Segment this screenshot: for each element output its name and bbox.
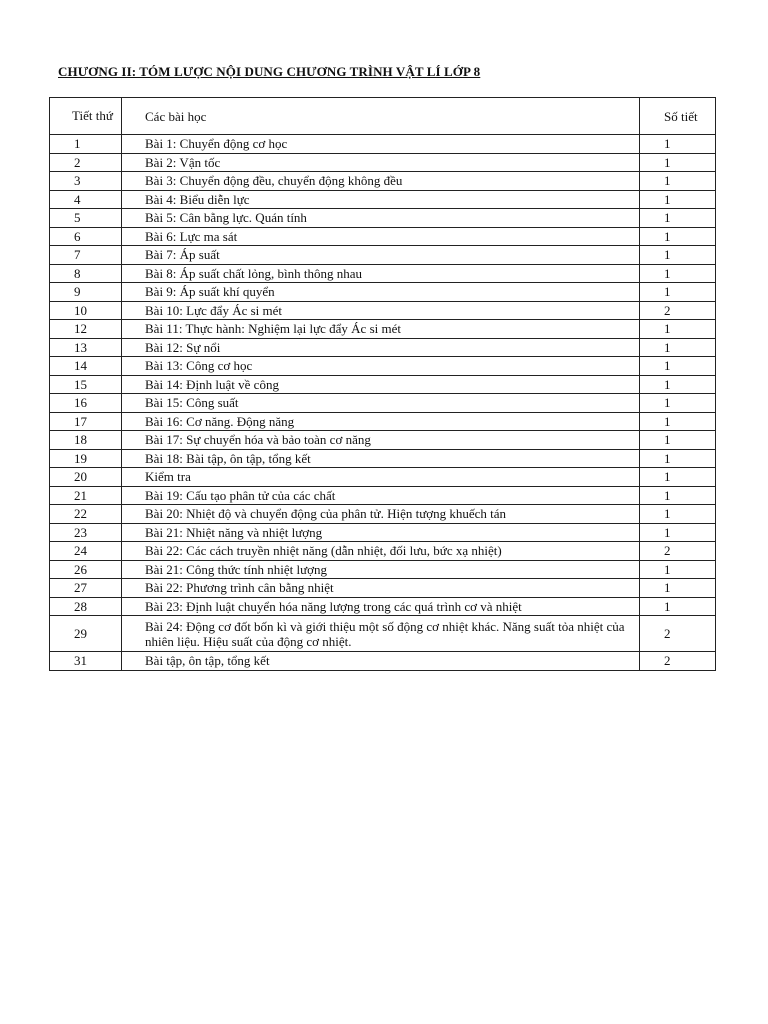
cell-count: 1 [640, 579, 716, 598]
table-row [50, 172, 716, 191]
cell-period: 27 [50, 579, 122, 598]
cell-period: 17 [50, 412, 122, 431]
table-row [50, 468, 716, 487]
cell-lesson: Bài 23: Định luật chuyển hóa năng lượng trong các quá trình cơ và nhiệt [122, 597, 640, 616]
cell-lesson: Bài 1: Chuyển động cơ học [122, 135, 640, 154]
cell-count: 1 [640, 246, 716, 265]
cell-lesson: Bài 4: Biểu diễn lực [122, 190, 640, 209]
table-row [50, 449, 716, 468]
cell-count: 1 [640, 283, 716, 302]
cell-count: 1 [640, 486, 716, 505]
cell-period: 28 [50, 597, 122, 616]
cell-lesson: Bài 24: Động cơ đốt bốn kì và giới thiệu một số động cơ nhiệt khác. Năng suất tỏa nhiệt của nhiên liệu. Hiệu suất của động cơ nhiệt. [122, 616, 640, 652]
table-row [50, 652, 716, 671]
cell-count: 1 [640, 172, 716, 191]
cell-lesson: Bài 22: Phương trình cân bằng nhiệt [122, 579, 640, 598]
cell-period: 14 [50, 357, 122, 376]
table-row [50, 264, 716, 283]
cell-period: 10 [50, 301, 122, 320]
cell-period: 7 [50, 246, 122, 265]
cell-count: 1 [640, 227, 716, 246]
cell-period: 6 [50, 227, 122, 246]
cell-count: 1 [640, 320, 716, 339]
cell-period: 8 [50, 264, 122, 283]
cell-period: 22 [50, 505, 122, 524]
table-row [50, 412, 716, 431]
table-row [50, 227, 716, 246]
cell-period: 24 [50, 542, 122, 561]
cell-count: 1 [640, 338, 716, 357]
cell-period: 13 [50, 338, 122, 357]
cell-count: 1 [640, 468, 716, 487]
table-row [50, 135, 716, 154]
cell-period: 5 [50, 209, 122, 228]
table-row [50, 338, 716, 357]
cell-lesson: Bài 13: Công cơ học [122, 357, 640, 376]
header-count: Số tiết [640, 98, 716, 135]
cell-count: 2 [640, 616, 716, 652]
cell-period: 21 [50, 486, 122, 505]
cell-lesson: Bài 20: Nhiệt độ và chuyển động của phân tử. Hiện tượng khuếch tán [122, 505, 640, 524]
cell-lesson: Kiểm tra [122, 468, 640, 487]
header-lessons: Các bài học [122, 98, 640, 135]
cell-count: 2 [640, 301, 716, 320]
cell-count: 1 [640, 560, 716, 579]
cell-lesson: Bài 8: Áp suất chất lỏng, bình thông nhau [122, 264, 640, 283]
cell-count: 1 [640, 505, 716, 524]
cell-period: 9 [50, 283, 122, 302]
cell-period: 2 [50, 153, 122, 172]
table-row [50, 394, 716, 413]
cell-lesson: Bài 21: Nhiệt năng và nhiệt lượng [122, 523, 640, 542]
cell-count: 2 [640, 542, 716, 561]
table-header-row [50, 98, 716, 135]
cell-count: 2 [640, 652, 716, 671]
cell-lesson: Bài 22: Các cách truyền nhiệt năng (dẫn nhiệt, đối lưu, bức xạ nhiệt) [122, 542, 640, 561]
cell-lesson: Bài 10: Lực đẩy Ác si mét [122, 301, 640, 320]
cell-period: 3 [50, 172, 122, 191]
table-row [50, 579, 716, 598]
cell-period: 26 [50, 560, 122, 579]
cell-count: 1 [640, 264, 716, 283]
table-row [50, 246, 716, 265]
cell-count: 1 [640, 357, 716, 376]
lesson-table [49, 97, 716, 671]
header-period: Tiết thứ [50, 98, 122, 135]
cell-period: 1 [50, 135, 122, 154]
cell-lesson: Bài 21: Công thức tính nhiệt lượng [122, 560, 640, 579]
cell-count: 1 [640, 394, 716, 413]
cell-period: 4 [50, 190, 122, 209]
table-row [50, 597, 716, 616]
cell-count: 1 [640, 523, 716, 542]
table-row [50, 301, 716, 320]
cell-lesson: Bài 16: Cơ năng. Động năng [122, 412, 640, 431]
table-row [50, 209, 716, 228]
cell-lesson: Bài 17: Sự chuyển hóa và bảo toàn cơ năng [122, 431, 640, 450]
table-row [50, 486, 716, 505]
cell-lesson: Bài 6: Lực ma sát [122, 227, 640, 246]
cell-lesson: Bài 18: Bài tập, ôn tập, tổng kết [122, 449, 640, 468]
table-row [50, 153, 716, 172]
cell-lesson: Bài 7: Áp suất [122, 246, 640, 265]
table-row [50, 190, 716, 209]
cell-lesson: Bài 19: Cấu tạo phân tử của các chất [122, 486, 640, 505]
cell-count: 1 [640, 135, 716, 154]
table-row [50, 431, 716, 450]
cell-lesson: Bài 12: Sự nổi [122, 338, 640, 357]
cell-period: 16 [50, 394, 122, 413]
cell-lesson: Bài 9: Áp suất khí quyển [122, 283, 640, 302]
cell-period: 18 [50, 431, 122, 450]
cell-period: 15 [50, 375, 122, 394]
cell-period: 29 [50, 616, 122, 652]
table-row [50, 375, 716, 394]
table-row [50, 523, 716, 542]
cell-period: 20 [50, 468, 122, 487]
table-row [50, 357, 716, 376]
cell-count: 1 [640, 190, 716, 209]
cell-period: 19 [50, 449, 122, 468]
cell-lesson: Bài 2: Vận tốc [122, 153, 640, 172]
table-row [50, 542, 716, 561]
table-row [50, 320, 716, 339]
table-row [50, 560, 716, 579]
cell-lesson: Bài 11: Thực hành: Nghiệm lại lực đẩy Ác si mét [122, 320, 640, 339]
cell-period: 23 [50, 523, 122, 542]
cell-lesson: Bài 14: Định luật về công [122, 375, 640, 394]
cell-lesson: Bài 15: Công suất [122, 394, 640, 413]
cell-count: 1 [640, 375, 716, 394]
table-row [50, 505, 716, 524]
cell-count: 1 [640, 153, 716, 172]
cell-period: 12 [50, 320, 122, 339]
page-title: CHƯƠNG II: TÓM LƯỢC NỘI DUNG CHƯƠNG TRÌNH VẬT LÍ LỚP 8 [58, 64, 481, 79]
cell-count: 1 [640, 449, 716, 468]
cell-count: 1 [640, 412, 716, 431]
table-body [50, 135, 716, 671]
cell-count: 1 [640, 209, 716, 228]
cell-count: 1 [640, 597, 716, 616]
cell-lesson: Bài tập, ôn tập, tổng kết [122, 652, 640, 671]
table-row [50, 283, 716, 302]
cell-period: 31 [50, 652, 122, 671]
cell-count: 1 [640, 431, 716, 450]
table-row [50, 616, 716, 652]
cell-lesson: Bài 5: Cân bằng lực. Quán tính [122, 209, 640, 228]
cell-lesson: Bài 3: Chuyển động đều, chuyển động không đều [122, 172, 640, 191]
